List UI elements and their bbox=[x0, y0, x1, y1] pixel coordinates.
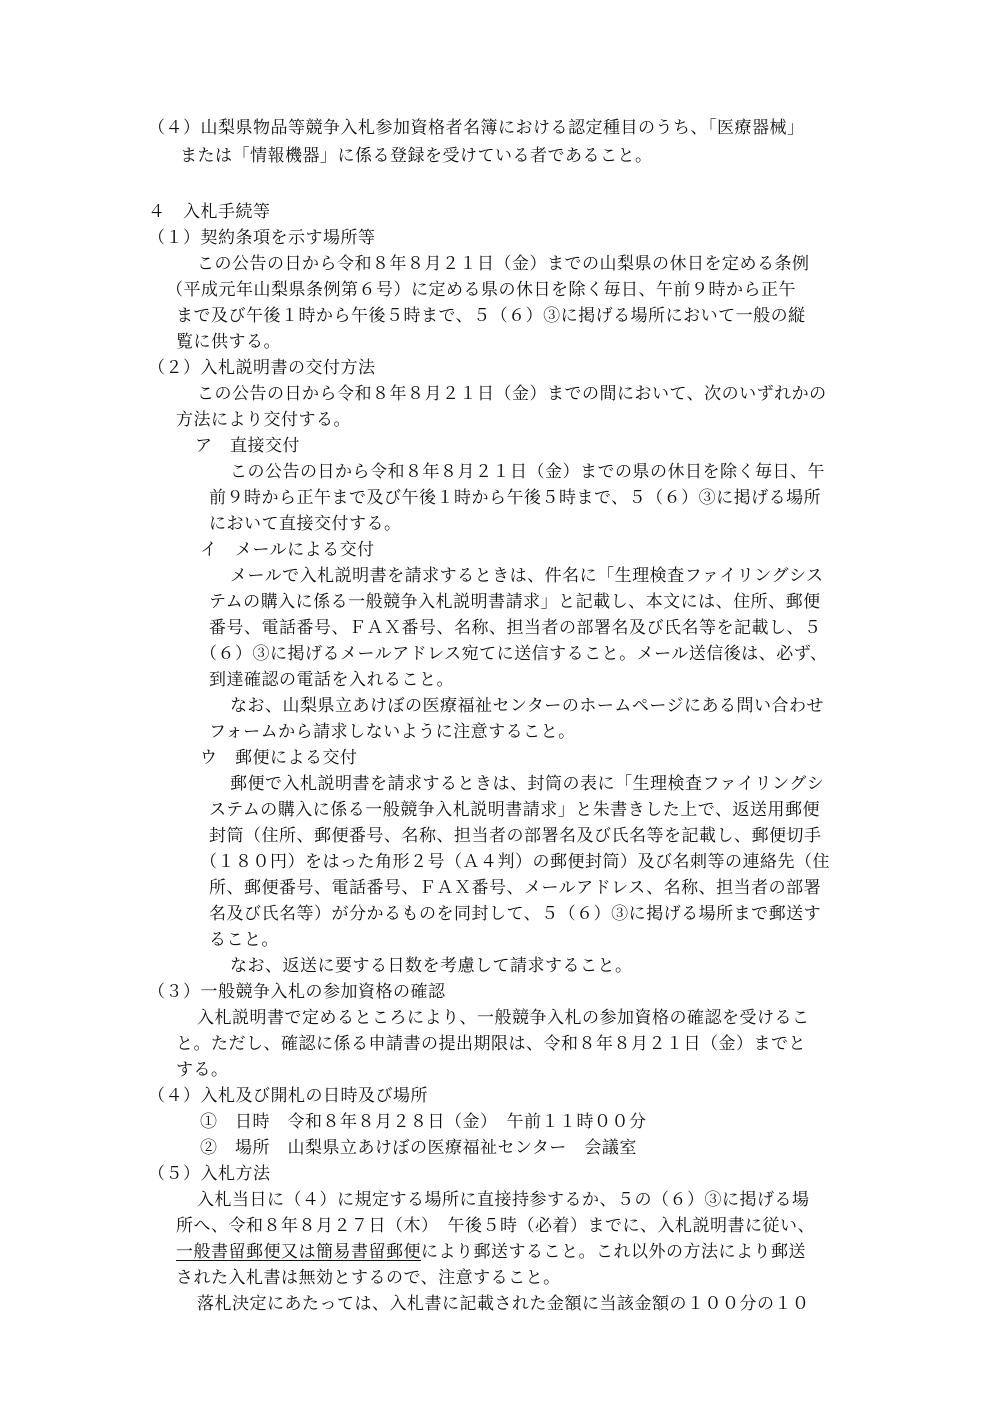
paragraph-line bbox=[176, 1240, 806, 1264]
paragraph-line: 到達確認の電話を入れること。 bbox=[209, 670, 454, 690]
subsection-1-heading: （１）契約条項を示す場所等 bbox=[148, 228, 376, 248]
paragraph-line: なお、返送に要する日数を考慮して請求すること。 bbox=[230, 956, 633, 976]
item-a-heading: ア 直接交付 bbox=[195, 436, 300, 456]
paragraph-line: 郵便で入札説明書を請求するときは、封筒の表に「生理検査ファイリングシ bbox=[230, 774, 825, 794]
paragraph-line: 番号、電話番号、ＦＡＸ番号、名称、担当者の部署名及び氏名等を記載し、５ bbox=[209, 618, 822, 638]
clause-4-4-line-2: または「情報機器」に係る登録を受けている者であること。 bbox=[180, 146, 653, 166]
clause-4-4-line-1: （４）山梨県物品等競争入札参加資格者名簿における認定種目のうち、「医療器械」 bbox=[148, 118, 805, 138]
paragraph-line: された入札書は無効とするので、注意すること。 bbox=[176, 1268, 561, 1288]
paragraph-line: 名及び氏名等）が分かるものを同封して、５（６）③に掲げる場所まで郵送す bbox=[209, 904, 822, 924]
paragraph-line: メールで入札説明書を請求するときは、件名に「生理検査ファイリングシス bbox=[230, 566, 824, 586]
paragraph-line: まで及び午後１時から午後５時まで、５（６）③に掲げる場所において一般の縦 bbox=[176, 306, 806, 326]
subsection-2-heading: （２）入札説明書の交付方法 bbox=[148, 358, 376, 378]
paragraph-line: （６）③に掲げるメールアドレス宛てに送信すること。メール送信後は、必ず、 bbox=[200, 644, 828, 664]
paragraph-line: 封筒（住所、郵便番号、名称、担当者の部署名及び氏名等を記載し、郵便切手 bbox=[209, 826, 822, 846]
paragraph-line: テムの購入に係る一般競争入札説明書請求」と記載し、本文には、住所、郵便 bbox=[209, 592, 821, 612]
mail-method-continuation: により郵送すること。これ以外の方法により郵送 bbox=[421, 1242, 806, 1262]
paragraph-line: ステムの購入に係る一般競争入札説明書請求」と朱書きした上で、返送用郵便 bbox=[209, 800, 820, 820]
paragraph-line: 入札説明書で定めるところにより、一般競争入札の参加資格の確認を受けるこ bbox=[197, 1008, 810, 1028]
paragraph-line: 落札決定にあたっては、入札書に記載された金額に当該金額の１００分の１０ bbox=[197, 1294, 810, 1314]
subsection-4-heading: （４）入札及び開札の日時及び場所 bbox=[148, 1086, 428, 1106]
paragraph-line: 所、郵便番号、電話番号、ＦＡＸ番号、メールアドレス、名称、担当者の部署 bbox=[209, 878, 822, 898]
paragraph-line: （１８０円）をはった角形２号（Ａ４判）の郵便封筒）及び名刺等の連絡先（住 bbox=[200, 852, 830, 872]
paragraph-line: と。ただし、確認に係る申請書の提出期限は、令和８年８月２１日（金）までと bbox=[176, 1034, 806, 1054]
item-u-heading: ウ 郵便による交付 bbox=[200, 748, 358, 768]
paragraph-line: この公告の日から令和８年８月２１日（金）までの山梨県の休日を定める条例 bbox=[197, 254, 810, 274]
paragraph-line: 前９時から正午まで及び午後１時から午後５時まで、５（６）③に掲げる場所 bbox=[209, 488, 822, 508]
underlined-mail-method: 一般書留郵便又は簡易書留郵便 bbox=[176, 1242, 421, 1262]
paragraph-line: する。 bbox=[176, 1060, 229, 1080]
paragraph-line: において直接交付する。 bbox=[209, 514, 402, 534]
bid-location: ② 場所 山梨県立あけぼの医療福祉センター 会議室 bbox=[200, 1138, 637, 1158]
paragraph-line: 入札当日に（４）に規定する場所に直接持参するか、５の（６）③に掲げる場 bbox=[197, 1190, 810, 1210]
paragraph-line: フォームから請求しないように注意すること。 bbox=[209, 722, 576, 742]
subsection-5-heading: （５）入札方法 bbox=[148, 1164, 271, 1184]
paragraph-line: 方法により交付する。 bbox=[176, 410, 351, 430]
subsection-3-heading: （３）一般競争入札の参加資格の確認 bbox=[148, 982, 446, 1002]
section-4-heading: ４ 入札手続等 bbox=[148, 202, 271, 222]
paragraph-line: 所へ、令和８年８月２７日（木） 午後５時（必着）までに、入札説明書に従い、 bbox=[176, 1216, 815, 1236]
item-i-heading: イ メールによる交付 bbox=[200, 540, 375, 560]
paragraph-line: この公告の日から令和８年８月２１日（金）までの間において、次のいずれかの bbox=[197, 384, 827, 404]
bid-date-time: ① 日時 令和８年８月２８日（金） 午前１１時００分 bbox=[200, 1112, 647, 1132]
paragraph-line: この公告の日から令和８年８月２１日（金）までの県の休日を除く毎日、午 bbox=[230, 462, 825, 482]
paragraph-line: 覧に供する。 bbox=[176, 332, 281, 352]
paragraph-line: （平成元年山梨県条例第６号）に定める県の休日を除く毎日、午前９時から正午 bbox=[166, 280, 796, 300]
paragraph-line: なお、山梨県立あけぼの医療福祉センターのホームページにある問い合わせ bbox=[230, 696, 824, 716]
paragraph-line: ること。 bbox=[209, 930, 279, 950]
